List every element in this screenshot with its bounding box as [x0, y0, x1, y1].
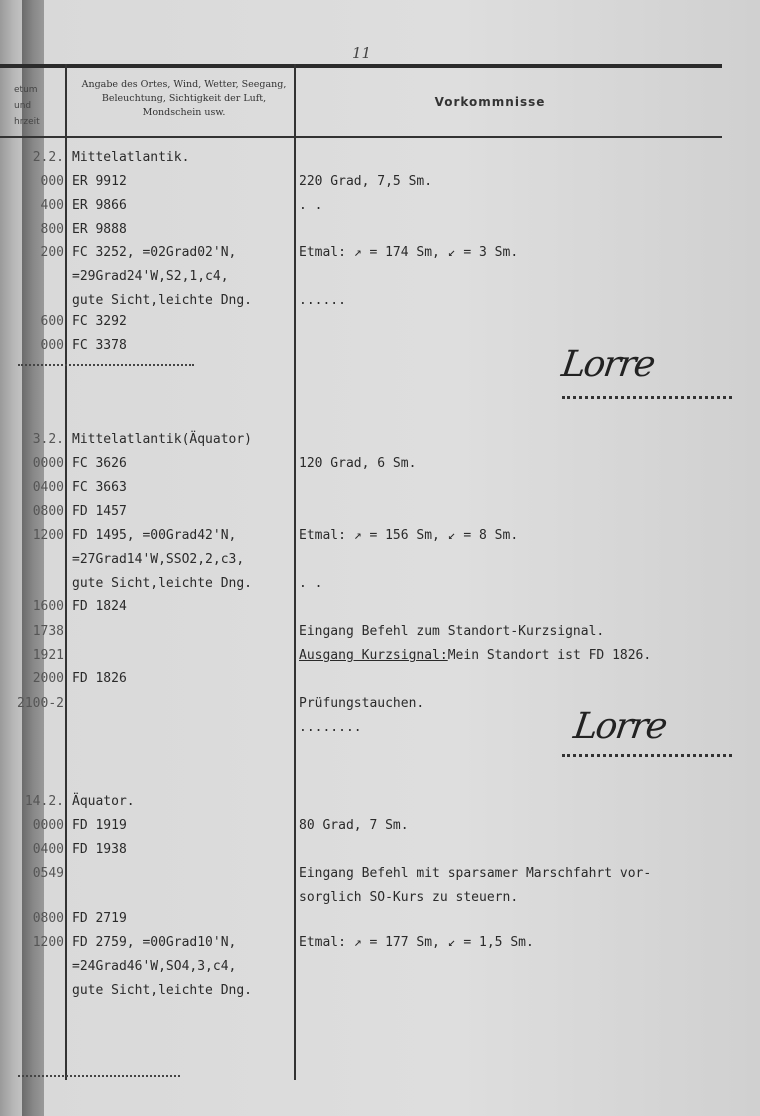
- entry-location: =24Grad46'W,SO4,3,c4,: [72, 959, 237, 974]
- entry-location: =27Grad14'W,SSO2,2,c3,: [72, 552, 245, 567]
- log-row: [0, 931, 760, 955]
- log-row: [0, 572, 760, 596]
- entry-time: 000: [40, 338, 64, 353]
- entry-location: FD 1824: [72, 599, 127, 614]
- entry-location: Mittelatlantik.: [72, 150, 190, 165]
- entry-event: Eingang Befehl mit sparsamer Marschfahrt vor-: [299, 866, 652, 881]
- entry-event: Etmal: ↗ = 174 Sm, ↙ = 3 Sm.: [299, 245, 519, 260]
- entry-time: 2000: [32, 671, 64, 686]
- entry-location: FC 3378: [72, 338, 127, 353]
- entry-event: Eingang Befehl zum Standort-Kurzsignal.: [299, 624, 605, 639]
- header-location: Angabe des Ortes, Wind, Wetter, Seegang, Beleuchtung, Sichtigkeit der Luft, Mondschein usw.: [81, 79, 287, 118]
- entry-location: gute Sicht,leichte Dng.: [72, 293, 253, 308]
- entry-time: 0400: [32, 842, 64, 857]
- entry-location: FD 1495, =00Grad42'N,: [72, 528, 237, 543]
- entry-location: gute Sicht,leichte Dng.: [72, 983, 253, 998]
- log-row: [0, 218, 760, 242]
- entry-time: 2.2.: [32, 150, 64, 165]
- header-events: Vorkommnisse: [434, 95, 546, 109]
- page-number: 11: [352, 44, 372, 62]
- signature: Lorre: [571, 706, 669, 747]
- header-date-line: hrzeit: [14, 117, 40, 127]
- log-row: [0, 452, 760, 476]
- entry-location: FD 1457: [72, 504, 127, 519]
- entry-time: 0400: [32, 480, 64, 495]
- log-row: [0, 428, 760, 452]
- log-row: [0, 146, 760, 170]
- entry-location: FD 2759, =00Grad10'N,: [72, 935, 237, 950]
- log-row: [0, 595, 760, 619]
- entry-location: FD 1826: [72, 671, 127, 686]
- entry-location: FD 2719: [72, 911, 127, 926]
- entry-location: Mittelatlantik(Äquator): [72, 432, 253, 447]
- entry-location: FD 1938: [72, 842, 127, 857]
- signature-dots: [562, 396, 732, 399]
- signature-dots: [562, 754, 732, 757]
- log-row: [0, 838, 760, 862]
- entry-event: sorglich SO-Kurs zu steuern.: [299, 890, 519, 905]
- entry-time: 0800: [32, 911, 64, 926]
- entry-event: 120 Grad, 6 Sm.: [299, 456, 417, 471]
- log-row: [0, 310, 760, 334]
- entry-time: 2100-2: [17, 696, 64, 711]
- log-row: [0, 548, 760, 572]
- entry-event: . .: [299, 576, 323, 591]
- log-row: [0, 265, 760, 289]
- log-row: [0, 979, 760, 1003]
- entry-location: FC 3292: [72, 314, 127, 329]
- entry-location: FC 3252, =02Grad02'N,: [72, 245, 237, 260]
- header-rule: [0, 136, 722, 138]
- entry-time: 200: [40, 245, 64, 260]
- entry-time: 1200: [32, 935, 64, 950]
- entry-time: 0000: [32, 456, 64, 471]
- log-row: [0, 241, 760, 265]
- log-row: [0, 170, 760, 194]
- entry-location: FC 3626: [72, 456, 127, 471]
- entry-event: ......: [299, 293, 346, 308]
- entry-time: 000: [40, 174, 64, 189]
- entry-location: FD 1919: [72, 818, 127, 833]
- log-row: [0, 194, 760, 218]
- log-row: [0, 524, 760, 548]
- entry-event: [299, 644, 651, 668]
- entry-time: 1921: [32, 648, 64, 663]
- entry-location: ER 9888: [72, 222, 127, 237]
- signature: Lorre: [559, 344, 657, 385]
- top-rule: [0, 64, 722, 68]
- entry-event: Etmal: ↗ = 177 Sm, ↙ = 1,5 Sm.: [299, 935, 534, 950]
- log-row: [0, 620, 760, 644]
- log-row: [0, 790, 760, 814]
- entry-event: . .: [299, 198, 323, 213]
- entry-location: gute Sicht,leichte Dng.: [72, 576, 253, 591]
- entry-location: ER 9912: [72, 174, 127, 189]
- separator-dots: [18, 364, 194, 366]
- entry-time: 14.2.: [24, 794, 64, 809]
- entry-event: ........: [299, 720, 362, 735]
- entry-event: Etmal: ↗ = 156 Sm, ↙ = 8 Sm.: [299, 528, 519, 543]
- log-row: [0, 814, 760, 838]
- log-row: [0, 862, 760, 886]
- entry-location: Äquator.: [72, 794, 135, 809]
- entry-event-text: Mein Standort ist FD 1826.: [447, 648, 652, 663]
- entry-time: 1200: [32, 528, 64, 543]
- entry-event: 220 Grad, 7,5 Sm.: [299, 174, 433, 189]
- separator-dots: [18, 1075, 180, 1077]
- entry-event: 80 Grad, 7 Sm.: [299, 818, 409, 833]
- log-row: [0, 476, 760, 500]
- entry-event-underlined: Ausgang Kurzsignal:: [299, 648, 448, 663]
- entry-time: 800: [40, 222, 64, 237]
- entry-event: Prüfungstauchen.: [299, 696, 425, 711]
- log-row: [0, 907, 760, 931]
- entry-time: 1738: [32, 624, 64, 639]
- entry-location: FC 3663: [72, 480, 127, 495]
- entry-time: 0000: [32, 818, 64, 833]
- header-date-line: und: [14, 101, 32, 111]
- entry-time: 3.2.: [32, 432, 64, 447]
- log-row: [0, 955, 760, 979]
- entry-time: 600: [40, 314, 64, 329]
- entry-time: 0800: [32, 504, 64, 519]
- entry-location: =29Grad24'W,S2,1,c4,: [72, 269, 229, 284]
- entry-time: 0549: [32, 866, 64, 881]
- log-row: [0, 500, 760, 524]
- entry-time: 1600: [32, 599, 64, 614]
- log-row: [0, 667, 760, 691]
- entry-location: ER 9866: [72, 198, 127, 213]
- header-date-line: etum: [14, 85, 38, 95]
- entry-time: 400: [40, 198, 64, 213]
- header-date-time: [14, 82, 64, 130]
- log-row: [0, 644, 760, 668]
